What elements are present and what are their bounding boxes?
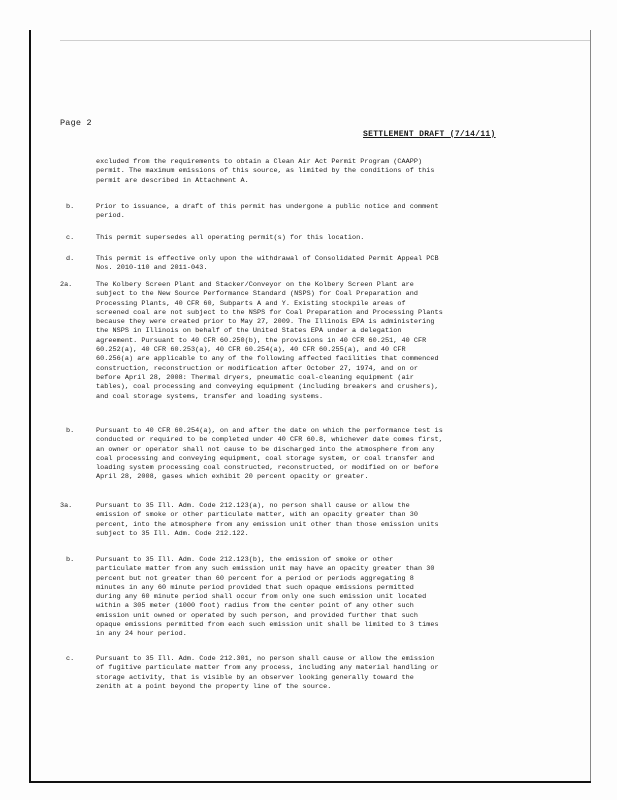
text-line: percent but not greater than 60 percent for a period or periods aggregating 8 bbox=[96, 574, 414, 583]
text-line: particulate matter from any such emission unit may have an opacity greater than 30 bbox=[96, 565, 435, 574]
text-line: agreement. Pursuant to 40 CFR 60.250(b), the provisions in 40 CFR 60.251, 40 CFR bbox=[96, 336, 427, 345]
paragraph-1e bbox=[96, 234, 566, 243]
paragraph-label: d. bbox=[66, 255, 75, 263]
text-line: Pursuant to 35 Ill. Adm. Code 212.301, no person shall cause or allow the emission bbox=[96, 655, 435, 663]
text-line: the NSPS in Illinois on behalf of the United States EPA under a delegation bbox=[96, 327, 402, 336]
scan-right-edge bbox=[590, 30, 591, 782]
scan-bottom-edge bbox=[29, 781, 591, 783]
text-line: The Kolbery Screen Plant and Stacker/Conveyor on the Kolbery Screen Plant are bbox=[96, 281, 414, 289]
scan-left-edge bbox=[29, 30, 31, 782]
text-line: within a 305 meter (1000 foot) radius from the center point of any other such bbox=[96, 602, 414, 611]
text-line: and coal storage systems, transfer and loading systems. bbox=[96, 392, 324, 401]
text-line: subject to 35 Ill. Adm. Code 212.122. bbox=[96, 529, 249, 538]
text-line: Pursuant to 35 Ill. Adm. Code 212.123(b), the emission of smoke or other bbox=[96, 556, 394, 564]
text-line: construction, reconstruction or modification after October 27, 1974, and on or bbox=[96, 364, 419, 373]
paragraph-label: c. bbox=[66, 234, 75, 242]
text-line: emission unit owned or operated by such person, and provided further that such bbox=[96, 611, 419, 620]
text-line: zenith at a point beyond the property line of the source. bbox=[96, 682, 332, 691]
draft-heading bbox=[363, 130, 496, 139]
paragraph-label: b. bbox=[66, 203, 75, 211]
paragraph-3c bbox=[96, 655, 566, 692]
text-line: 60.256(a) are applicable to any of the following affected facilities that commenced bbox=[96, 355, 439, 364]
text-line: Prior to issuance, a draft of this permit has undergone a public notice and comment bbox=[96, 203, 439, 211]
text-line: in any 24 hour period. bbox=[96, 630, 187, 639]
text-line: coal processing and conveying equipment, coal storage system, or coal transfer and bbox=[96, 454, 435, 463]
text-line: period. bbox=[96, 212, 125, 221]
text-line: permit are described in Attachment A. bbox=[96, 176, 249, 185]
text-line: emission of smoke or other particulate matter, with an opacity greater than 30 bbox=[96, 511, 419, 520]
page-number: Page 2 bbox=[60, 118, 92, 128]
paragraph-3a bbox=[96, 502, 566, 539]
text-line: of fugitive particulate matter from any process, including any material handling or bbox=[96, 664, 439, 673]
text-line: 60.252(a), 40 CFR 60.253(a), 40 CFR 60.254(a), 40 CFR 60.255(a), and 40 CFR bbox=[96, 346, 406, 355]
text-line: Processing Plants, 40 CFR 60, Subparts A and Y. Existing stockpile areas of bbox=[96, 299, 406, 308]
paragraph-label: 3a. bbox=[60, 502, 73, 510]
text-line: because they were created prior to May 27, 2009. The Illinois EPA is administering bbox=[96, 318, 435, 327]
text-line: opaque emissions permitted from each such emission unit shall be limited to 3 times bbox=[96, 621, 439, 630]
text-line: Pursuant to 35 Ill. Adm. Code 212.123(a), no person shall cause or allow the bbox=[96, 502, 410, 510]
text-line: subject to the New Source Performance Standard (NSPS) for Coal Preparation and bbox=[96, 290, 419, 299]
paragraph-2a bbox=[96, 281, 566, 402]
text-line: This permit supersedes all operating permit(s) for this location. bbox=[96, 234, 365, 242]
text-line: Pursuant to 40 CFR 60.254(a), on and after the date on which the performance test is bbox=[96, 427, 443, 435]
paragraph-3b bbox=[96, 556, 566, 640]
text-line: excluded from the requirements to obtain a Clean Air Act Permit Program (CAAPP) bbox=[96, 158, 423, 166]
paragraph-label: b. bbox=[66, 427, 75, 435]
text-line: screened coal are not subject to the NSPS for Coal Preparation and Processing Plants bbox=[96, 308, 443, 317]
paragraph-1f bbox=[96, 255, 566, 274]
text-line: permit. The maximum emissions of this source, as limited by the conditions of this bbox=[96, 167, 435, 176]
text-line: during any 60 minute period shall occur from only one such emission unit located bbox=[96, 593, 427, 602]
text-line: loading system processing coal constructed, reconstructed, or modified on or before bbox=[96, 464, 439, 473]
text-line: percent, into the atmosphere from any emission unit other than those emission units bbox=[96, 520, 439, 529]
text-line: April 28, 2008, gases which exhibit 20 percent opacity or greater. bbox=[96, 473, 369, 482]
paragraph-2b bbox=[96, 427, 566, 483]
paragraph-label: 2a. bbox=[60, 281, 73, 289]
draft-heading-text: SETTLEMENT DRAFT (7/14/11) bbox=[363, 130, 496, 139]
paragraph-label: b. bbox=[66, 556, 75, 564]
text-line: an owner or operator shall not cause to be discharged into the atmosphere from any bbox=[96, 445, 435, 454]
scan-top-edge bbox=[60, 40, 590, 41]
text-line: conducted or required to be completed under 40 CFR 60.8, whichever date comes first, bbox=[96, 436, 443, 445]
paragraph-1d bbox=[96, 203, 566, 222]
paragraph-label: c. bbox=[66, 655, 75, 663]
text-line: tables), coal processing and conveying equipment (including breakers and crushers), bbox=[96, 383, 439, 392]
text-line: Nos. 2010-110 and 2011-043. bbox=[96, 264, 208, 273]
text-line: before April 28, 2008: Thermal dryers, pneumatic coal-cleaning equipment (air bbox=[96, 373, 414, 382]
text-line: This permit is effective only upon the withdrawal of Consolidated Permit Appeal PCB bbox=[96, 255, 439, 263]
text-line: minutes in any 60 minute period provided that such opaque emissions permitted bbox=[96, 583, 414, 592]
text-line: storage activity, that is visible by an observer looking generally toward the bbox=[96, 673, 414, 682]
paragraph-1c-continued bbox=[96, 158, 566, 186]
